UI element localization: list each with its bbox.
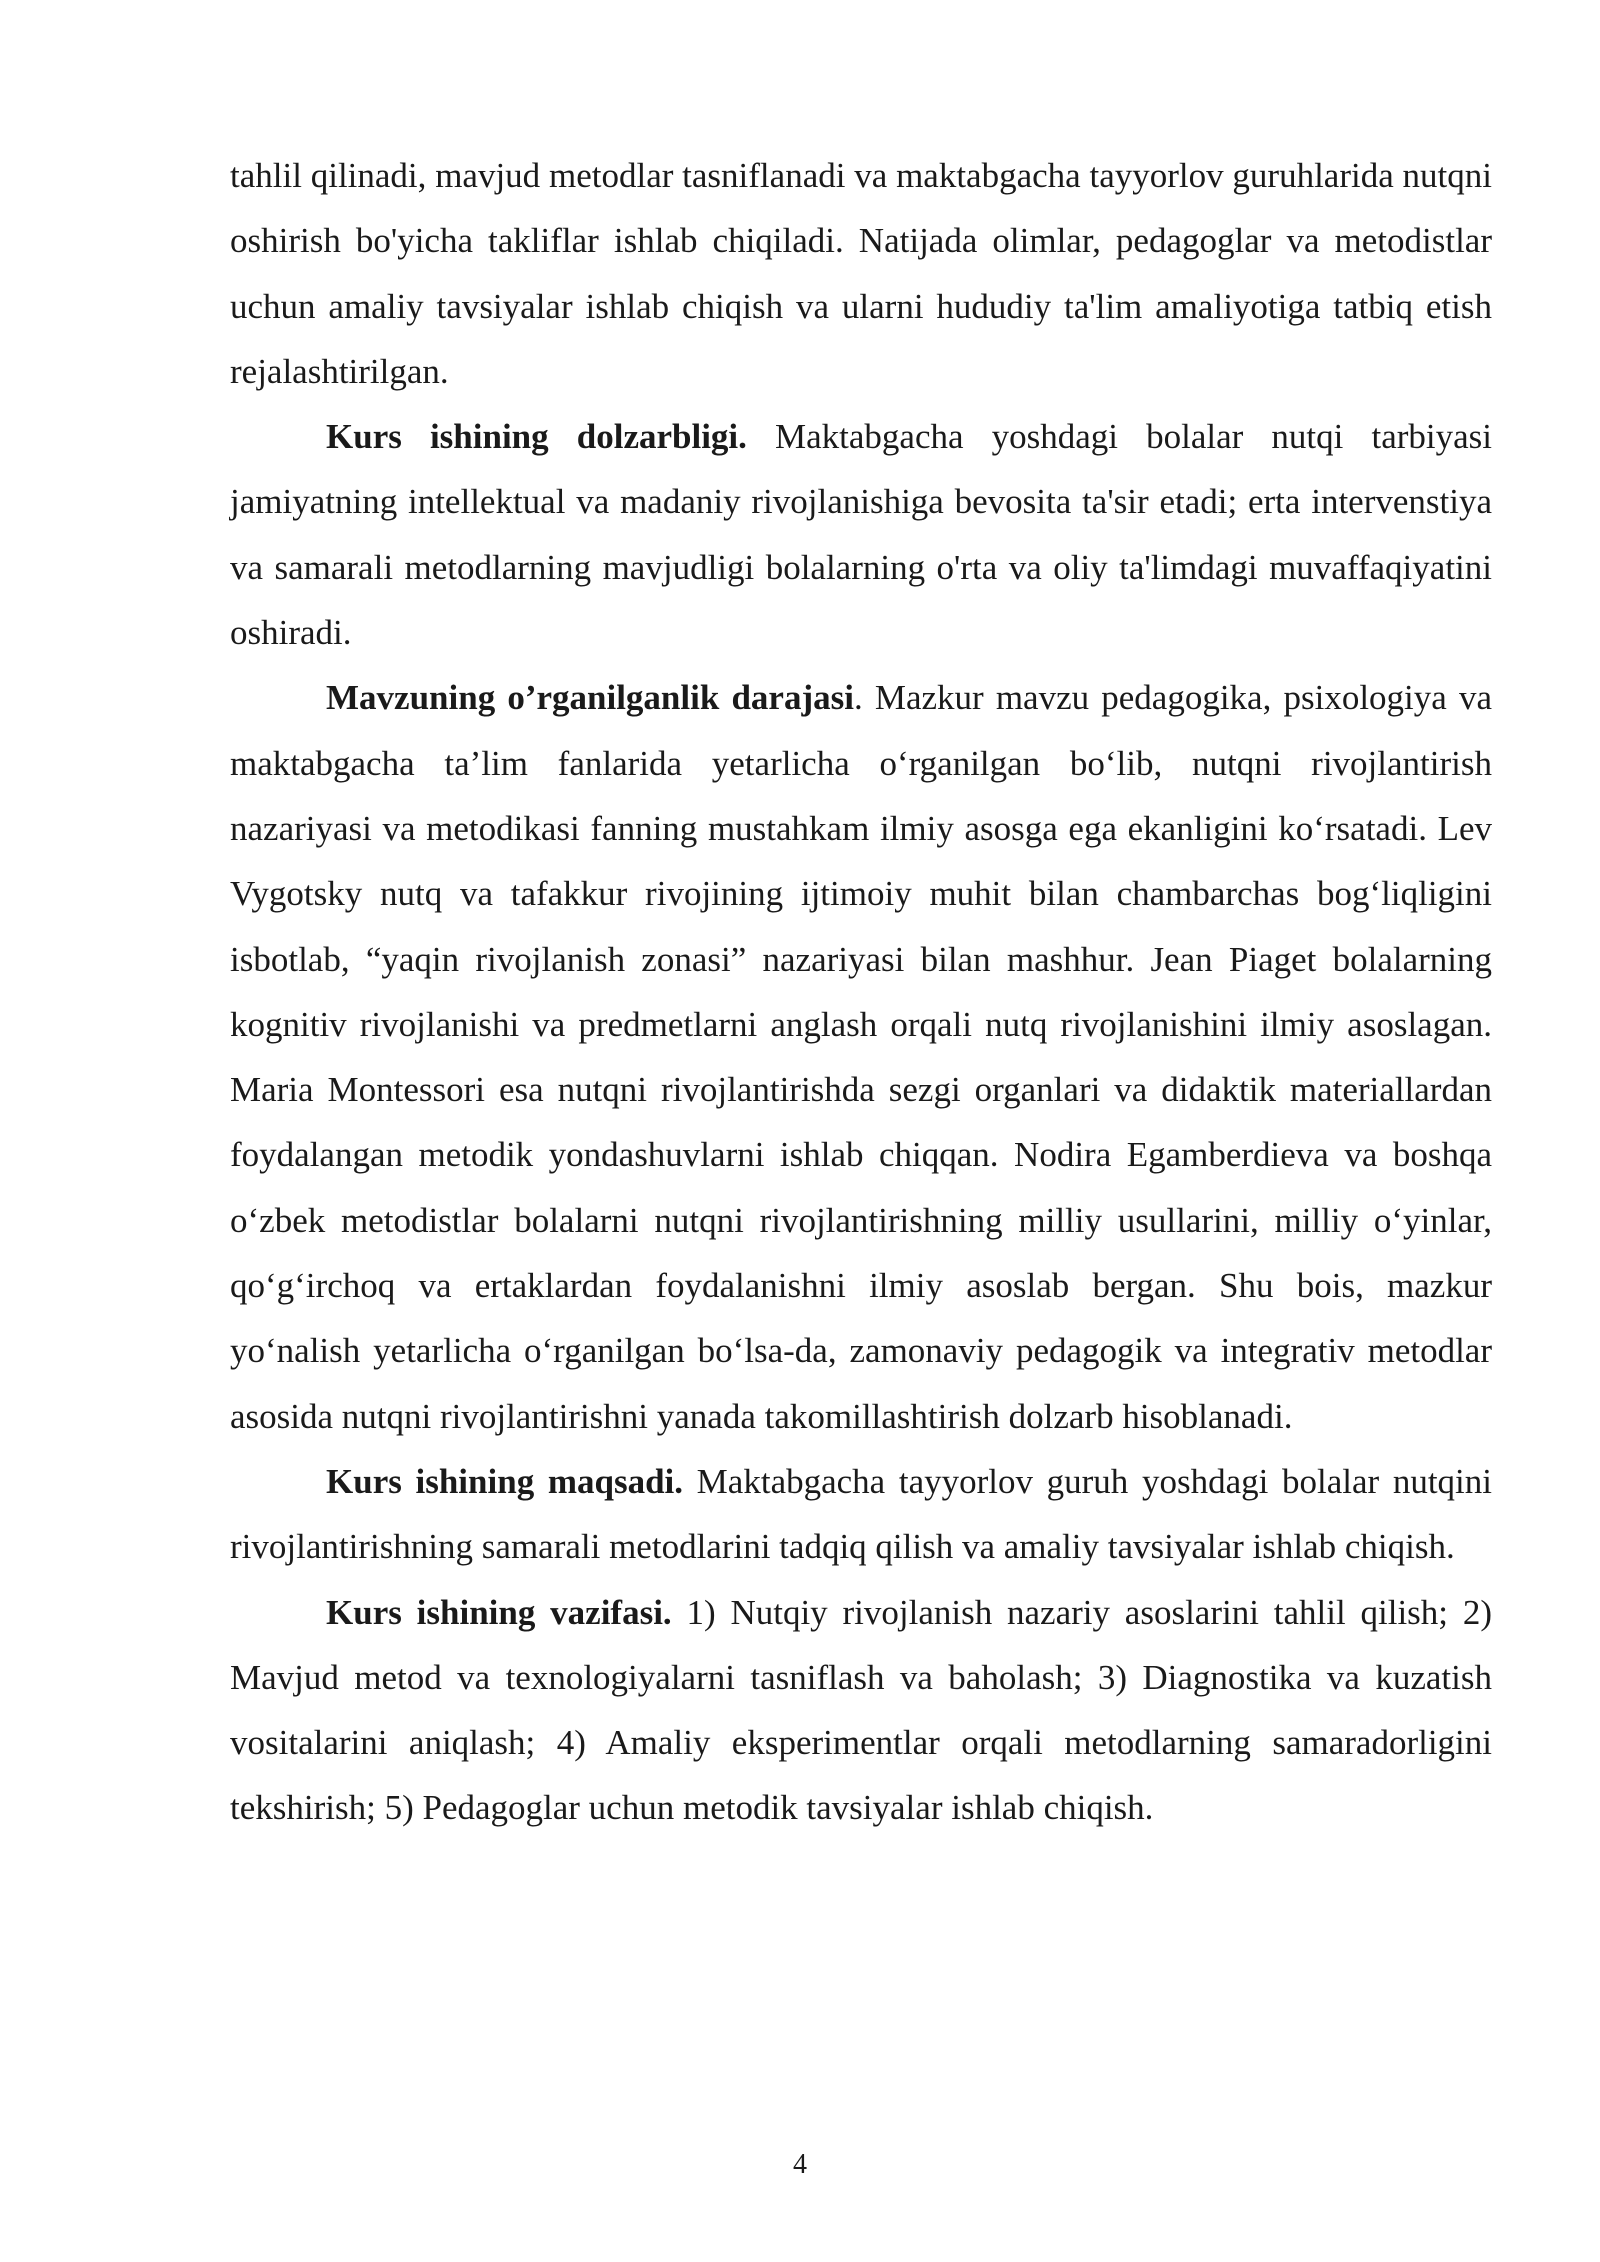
page-number: 4: [793, 2149, 807, 2180]
paragraph-heading-goal: Kurs ishining maqsadi.: [326, 1461, 684, 1501]
paragraph-text: . Mazkur mavzu pedagogika, psixologiya va maktabgacha ta’lim fanlarida yetarlicha o‘rganilgan bo‘lib, nutqni rivojlantirish nazariyasi va metodikasi fanning mustahkam ilmiy asosga ega ekanligini ko‘rsatadi. Lev Vygotsky nutq va tafakkur rivojining ijtimoiy muhit bilan chambarchas bog‘liqligini isbotlab, “yaqin rivojlanish zonasi” nazariyasi bilan mashhur. Jean Piaget bolalarning kognitiv rivojlanishi va predmetlarni anglash orqali nutq rivojlanishini ilmiy asoslagan. Maria Montessori esa nutqni rivojlantirishda sezgi organlari va didaktik materiallardan foydalangan metodik yondashuvlarni ishlab chiqqan. Nodira Egamberdieva va boshqa o‘zbek metodistlar bolalarni nutqni rivojlantirishning milliy usullarini, milliy o‘yinlar, qo‘g‘irchoq va ertaklardan foydalanishni ilmiy asoslab bergan. Shu bois, mazkur yo‘nalish yetarlicha o‘rganilgan bo‘lsa-da, zamonaviy pedagogik va integrativ metodlar asosida nutqni rivojlantirishni yanada takomillashtirish dolzarb hisoblanadi.: [230, 678, 1492, 1436]
paragraph-heading-tasks: Kurs ishining vazifasi.: [326, 1592, 672, 1632]
paragraph-relevance: [230, 404, 1492, 665]
paragraph-text: 1) Nutqiy rivojlanish nazariy asoslarini tahlil qilish; 2) Mavjud metod va texnologiyalarni tasniflash va baholash; 3) Diagnostika va kuzatish vositalarini aniqlash; 4) Amaliy eksperimentlar orqali metodlarning samaradorligini tekshirish; 5) Pedagoglar uchun metodik tavsiyalar ishlab chiqish.: [230, 1592, 1492, 1828]
paragraph-intro-continuation: [230, 143, 1492, 404]
paragraph-text: Maktabgacha tayyorlov guruh yoshdagi bolalar nutqini rivojlantirishning samarali metodlarini tadqiq qilish va amaliy tavsiyalar ishlab chiqish.: [230, 1461, 1492, 1567]
paragraph-goal: [230, 1449, 1492, 1580]
paragraph-text: tahlil qilinadi, mavjud metodlar tasniflanadi va maktabgacha tayyorlov guruhlarida nutqni oshirish bo'yicha takliflar ishlab chiqiladi. Natijada olimlar, pedagoglar va metodistlar uchun amaliy tavsiyalar ishlab chiqish va ularni hududiy ta'lim amaliyotiga tatbiq etish rejalashtirilgan.: [230, 156, 1492, 391]
page-body: [230, 143, 1492, 1841]
paragraph-heading-research-degree: Mavzuning o’rganilganlik darajasi: [326, 678, 854, 718]
paragraph-research-degree: [230, 665, 1492, 1449]
paragraph-text: Maktabgacha yoshdagi bolalar nutqi tarbiyasi jamiyatning intellektual va madaniy rivojlanishiga bevosita ta'sir etadi; erta intervenstiya va samarali metodlarning mavjudligi bolalarning o'rta va oliy ta'limdagi muvaffaqiyatini oshiradi.: [230, 417, 1492, 653]
paragraph-heading-relevance: Kurs ishining dolzarbligi.: [326, 417, 747, 457]
paragraph-tasks: [230, 1580, 1492, 1841]
